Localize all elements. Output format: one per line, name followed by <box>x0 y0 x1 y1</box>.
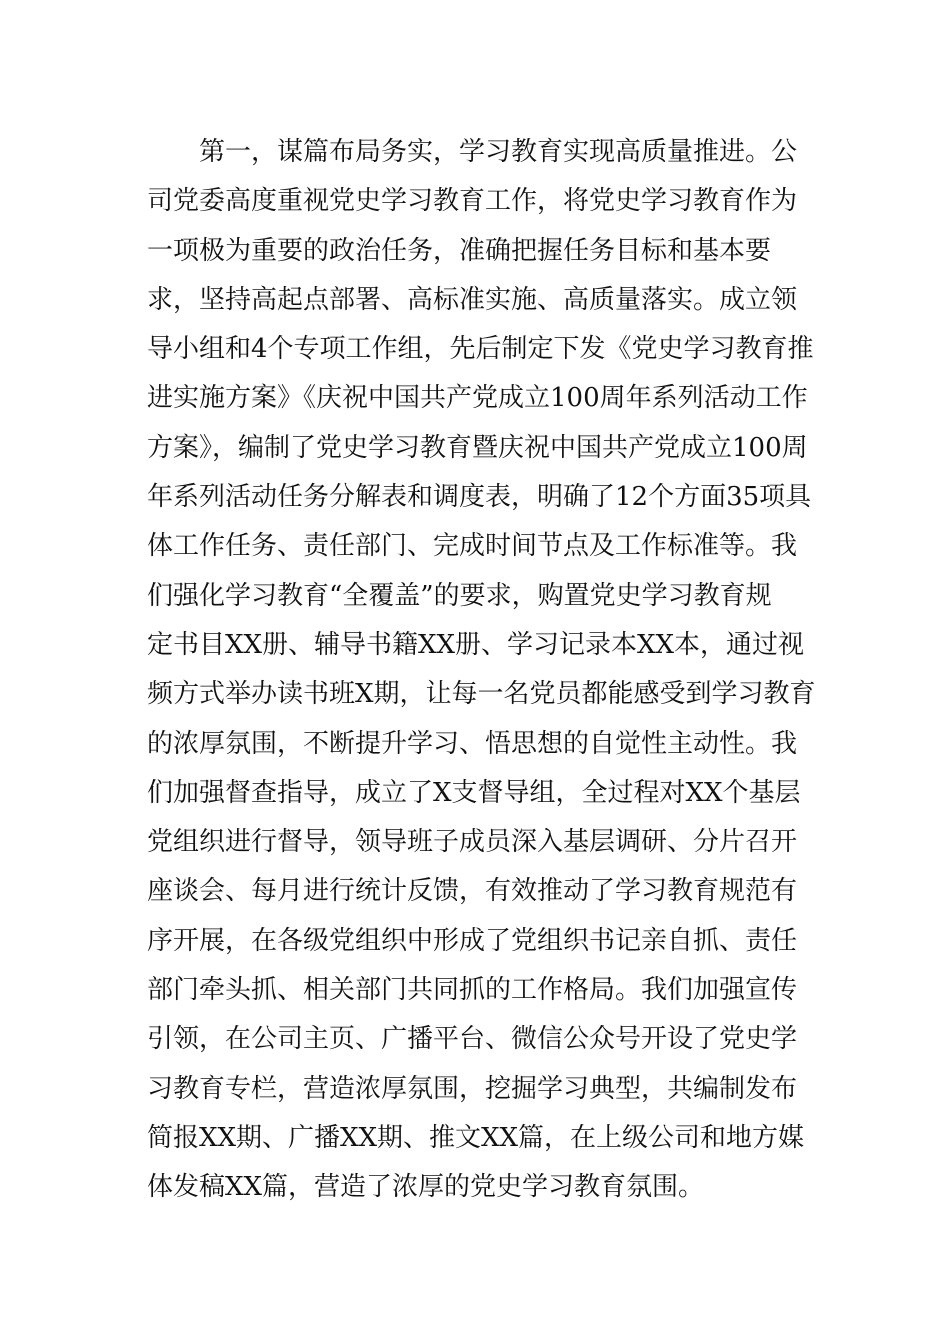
paragraph-line: 年系列活动任务分解表和调度表，明确了12个方面35项具 <box>147 482 812 513</box>
paragraph-line: 习教育专栏，营造浓厚氛围，挖掘学习典型，共编制发布 <box>147 1073 798 1104</box>
paragraph-line: 一项极为重要的政治任务，准确把握任务目标和基本要 <box>147 235 772 266</box>
paragraph-line: 频方式举办读书班X期，让每一名党员都能感受到学习教育 <box>147 679 816 710</box>
paragraph-line: 体工作任务、责任部门、完成时间节点及工作标准等。我 <box>147 531 798 562</box>
paragraph-line: 方案》，编制了党史学习教育暨庆祝中国共产党成立100周 <box>147 432 808 463</box>
paragraph-line: 体发稿XX篇，营造了浓厚的党史学习教育氛围。 <box>147 1172 705 1203</box>
body-paragraph <box>147 128 827 1213</box>
paragraph-line: 定书目XX册、辅导书籍XX册、学习记录本XX本，通过视 <box>147 629 805 660</box>
paragraph-line: 进实施方案》《庆祝中国共产党成立100周年系列活动工作 <box>147 383 808 414</box>
paragraph-line: 党组织进行督导，领导班子成员深入基层调研、分片召开 <box>147 827 798 858</box>
paragraph-line: 部门牵头抓、相关部门共同抓的工作格局。我们加强宣传 <box>147 975 798 1006</box>
paragraph-line: 的浓厚氛围，不断提升学习、悟思想的自觉性主动性。我 <box>147 728 798 759</box>
paragraph-line: 引领，在公司主页、广播平台、微信公众号开设了党史学 <box>147 1024 798 1055</box>
paragraph-line: 简报XX期、广播XX期、推文XX篇，在上级公司和地方媒 <box>147 1122 805 1153</box>
paragraph-line: 导小组和4个专项工作组，先后制定下发《党史学习教育推 <box>147 334 814 365</box>
paragraph-line: 座谈会、每月进行统计反馈，有效推动了学习教育规范有 <box>147 876 798 907</box>
paragraph-line: 们加强督查指导，成立了X支督导组，全过程对XX个基层 <box>147 777 801 808</box>
paragraph-line: 序开展，在各级党组织中形成了党组织书记亲自抓、责任 <box>147 925 798 956</box>
paragraph-line: 们强化学习教育“全覆盖”的要求，购置党史学习教育规 <box>147 580 772 611</box>
paragraph-line: 司党委高度重视党史学习教育工作，将党史学习教育作为 <box>147 186 798 217</box>
paragraph-line: 第一，谋篇布局务实，学习教育实现高质量推进。公 <box>199 137 798 167</box>
paragraph-line: 求，坚持高起点部署、高标准实施、高质量落实。成立领 <box>147 284 798 315</box>
